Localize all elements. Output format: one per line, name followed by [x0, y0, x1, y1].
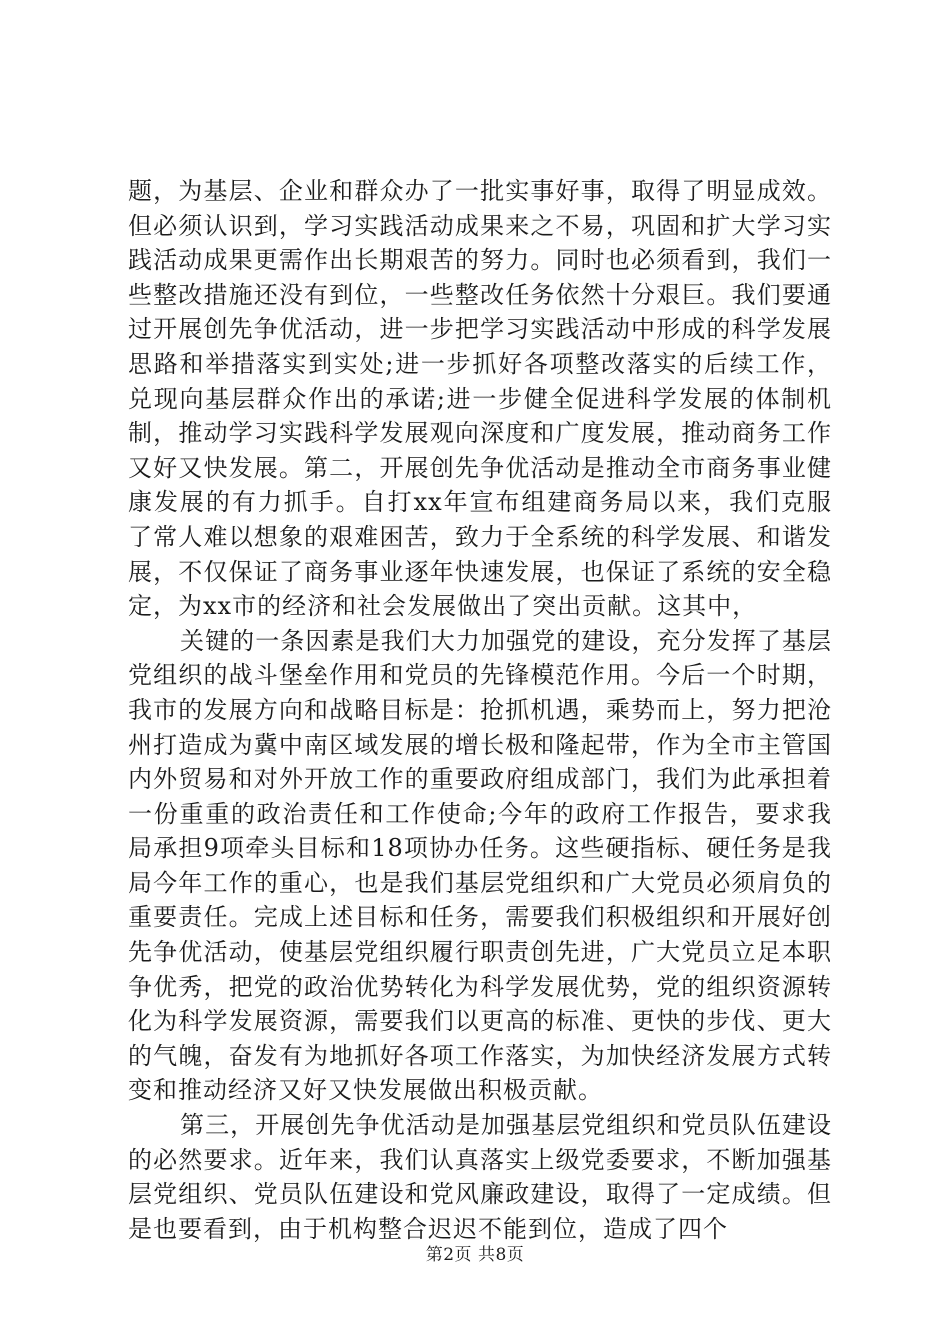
paragraph-3: 第三，开展创先争优活动是加强基层党组织和党员队伍建设的必然要求。近年来，我们认真落实上级党委要求，不断加强基层党组织、党员队伍建设和党风廉政建设，取得了一定成绩。但是也要看到，由于机构整合迟迟不能到位，造成了四个 — [128, 1111, 832, 1243]
document-body — [128, 174, 832, 1246]
paragraph-2: 关键的一条因素是我们大力加强党的建设，充分发挥了基层党组织的战斗堡垒作用和党员的先锋模范作用。今后一个时期，我市的发展方向和战略目标是：抢抓机遇，乘势而上，努力把沧州打造成为冀中南区域发展的增长极和隆起带，作为全市主管国内外贸易和对外开放工作的重要政府组成部门，我们为此承担着一份重重的政治责任和工作使命;今年的政府工作报告，要求我局承担9项牵头目标和18项协办任务。这些硬指标、硬任务是我局今年工作的重心，也是我们基层党组织和广大党员必须肩负的重要责任。完成上述目标和任务，需要我们积极组织和开展好创先争优活动，使基层党组织履行职责创先进，广大党员立足本职争优秀，把党的政治优势转化为科学发展优势，党的组织资源转化为科学发展资源，需要我们以更高的标准、更快的步伐、更大的气魄，奋发有为地抓好各项工作落实，为加快经济发展方式转变和推动经济又好又快发展做出积极贡献。 — [128, 626, 832, 1105]
paragraph-1: 题，为基层、企业和群众办了一批实事好事，取得了明显成效。但必须认识到，学习实践活动成果来之不易，巩固和扩大学习实践活动成果更需作出长期艰苦的努力。同时也必须看到，我们一些整改措施还没有到位，一些整改任务依然十分艰巨。我们要通过开展创先争优活动，进一步把学习实践活动中形成的科学发展思路和举措落实到实处;进一步抓好各项整改落实的后续工作，兑现向基层群众作出的承诺;进一步健全促进科学发展的体制机制，推动学习实践科学发展观向深度和广度发展，推动商务工作又好又快发展。第二，开展创先争优活动是推动全市商务事业健康发展的有力抓手。自打xx年宣布组建商务局以来，我们克服了常人难以想象的艰难困苦，致力于全系统的科学发展、和谐发展，不仅保证了商务事业逐年快速发展，也保证了系统的安全稳定，为xx市的经济和社会发展做出了突出贡献。这其中， — [128, 177, 832, 621]
page-number-footer: 第2页 共8页 — [425, 1245, 525, 1265]
